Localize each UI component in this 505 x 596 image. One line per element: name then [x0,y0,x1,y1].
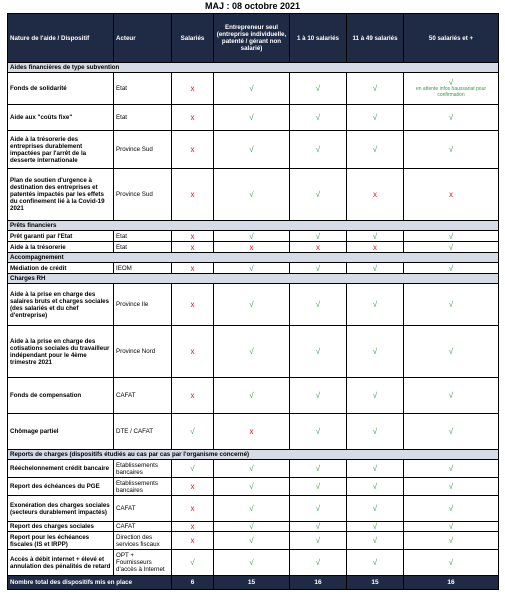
check-icon: √ [404,414,499,450]
check-icon: √ [347,414,404,450]
check-icon: √ [290,326,347,378]
page-title: MAJ : 08 octobre 2021 [204,1,301,11]
check-icon: √ [404,378,499,414]
row-label: Aide à la trésorerie des entreprises durablement impactées par l'arrêt de la desserte internationale [8,131,114,169]
check-icon: √ [404,478,499,496]
check-icon: √ [290,478,347,496]
cross-icon: x [172,284,214,326]
check-icon: √ [214,231,290,242]
cross-icon: x [172,105,214,131]
category-row [8,63,499,73]
cross-icon: x [172,478,214,496]
table-row [8,522,499,532]
aid-table [7,13,499,590]
pending-note: en attente infos haussariat pour confirmation [415,86,487,98]
table-row [8,326,499,378]
row-actor: Province Ile [114,284,172,326]
check-icon: √ [404,263,499,274]
check-icon: √ [290,169,347,221]
check-icon: √ [404,532,499,550]
cross-icon: x [347,242,404,253]
table-row [8,73,499,105]
row-label: Exonération des charges sociales (secteurs durablement impactés) [8,496,114,522]
row-actor: CAFAT [114,496,172,522]
row-label: Plan de soutien d'urgence à destination des entreprises et patentés impactés par les effets du confinement lié à la Covid-19 2021 [8,169,114,221]
check-with-note [404,73,499,105]
check-icon: √ [347,532,404,550]
table-row [8,378,499,414]
header-salaries: Salariés [172,14,214,63]
check-icon: √ [290,496,347,522]
check-icon: √ [290,263,347,274]
row-label: Report des charges sociales [8,522,114,532]
header-actor: Acteur [114,14,172,63]
check-icon: √ [172,460,214,478]
row-actor: Province Nord [114,326,172,378]
row-actor: Province Sud [114,169,172,221]
check-icon: √ [347,550,404,576]
check-icon: √ [214,169,290,221]
cross-icon: x [172,532,214,550]
row-label: Aide à la prise en charge des salaires bruts et charges sociales (des salariés et du chef d'entreprise) [8,284,114,326]
category-label: Accompagnement [8,253,499,263]
category-row [8,450,499,460]
table-row [8,550,499,576]
check-icon: √ [290,378,347,414]
check-icon: √ [172,414,214,450]
check-icon: √ [448,78,454,87]
total-salaries: 6 [172,576,214,590]
check-icon: √ [404,460,499,478]
row-label: Rééchelonnement crédit bancaire [8,460,114,478]
row-actor: IEOM [114,263,172,274]
table-row [8,105,499,131]
row-actor: Etablissements bancaires [114,460,172,478]
check-icon: √ [404,242,499,253]
row-actor: CAFAT [114,378,172,414]
table-row [8,169,499,221]
row-actor: Etat [114,242,172,253]
check-icon: √ [290,284,347,326]
row-actor: DTE / CAFAT [114,414,172,450]
total-entrepreneur: 15 [214,576,290,590]
cross-icon: x [214,414,290,450]
check-icon: √ [347,478,404,496]
check-icon: √ [404,496,499,522]
check-icon: √ [214,284,290,326]
row-actor: Etat [114,73,172,105]
check-icon: √ [290,131,347,169]
total-label: Nombre total des dispositifs mis en place [8,576,172,590]
cross-icon: x [172,496,214,522]
cross-icon: x [172,378,214,414]
category-label: Charges RH [8,274,499,284]
total-1-10: 16 [290,576,347,590]
check-icon: √ [347,522,404,532]
check-icon: √ [214,105,290,131]
row-actor: Etablissements bancaires [114,478,172,496]
cross-icon: x [214,242,290,253]
header-entrepreneur: Entrepreneur seul (entreprise individuelle, patenté / gérant non salarié) [214,14,290,63]
check-icon: √ [214,522,290,532]
table-row [8,414,499,450]
check-icon: √ [214,532,290,550]
check-icon: √ [347,105,404,131]
check-icon: √ [290,460,347,478]
header-50-plus: 50 salariés et + [404,14,499,63]
category-row [8,274,499,284]
check-icon: √ [214,131,290,169]
cross-icon: x [172,263,214,274]
row-label: Aide aux "coûts fixe" [8,105,114,131]
total-11-49: 15 [347,576,404,590]
check-icon: √ [290,414,347,450]
check-icon: √ [214,496,290,522]
check-icon: √ [347,496,404,522]
check-icon: √ [214,73,290,105]
total-50-plus: 16 [404,576,499,590]
cross-icon: x [347,169,404,221]
check-icon: √ [290,522,347,532]
row-actor: Etat [114,231,172,242]
check-icon: √ [347,263,404,274]
row-label: Aide à la trésorerie [8,242,114,253]
table-row [8,532,499,550]
cross-icon: x [172,169,214,221]
header-1-10: 1 à 10 salariés [290,14,347,63]
row-actor: CAFAT [114,522,172,532]
check-icon: √ [290,550,347,576]
check-icon: √ [214,460,290,478]
row-label: Prêt garanti par l'Etat [8,231,114,242]
row-label: Fonds de solidarité [8,73,114,105]
row-actor: Etat [114,105,172,131]
row-label: Fonds de compensation [8,378,114,414]
cross-icon: x [172,231,214,242]
category-row [8,253,499,263]
check-icon: √ [404,550,499,576]
check-icon: √ [290,532,347,550]
row-actor: Province Sud [114,131,172,169]
row-label: Chômage partiel [8,414,114,450]
check-icon: √ [214,378,290,414]
check-icon: √ [404,522,499,532]
check-icon: √ [404,131,499,169]
check-icon: √ [347,460,404,478]
cross-icon: x [290,242,347,253]
cross-icon: x [172,242,214,253]
table-row [8,231,499,242]
cross-icon: x [172,131,214,169]
check-icon: √ [404,326,499,378]
check-icon: √ [347,284,404,326]
check-icon: √ [404,105,499,131]
check-icon: √ [347,378,404,414]
check-icon: √ [290,231,347,242]
check-icon: √ [347,231,404,242]
table-row [8,284,499,326]
check-icon: √ [347,326,404,378]
check-icon: √ [214,478,290,496]
header-row [8,14,499,63]
row-label: Accès à débit internet + élevé et annulation des pénalités de retard [8,550,114,576]
check-icon: √ [347,131,404,169]
category-label: Reports de charges (dispositifs étudiés au cas par cas par l'organisme concerné) [8,450,499,460]
check-icon: √ [404,231,499,242]
cross-icon: x [172,522,214,532]
check-icon: √ [290,73,347,105]
cross-icon: x [172,326,214,378]
check-icon: √ [214,326,290,378]
category-row [8,221,499,231]
table-row [8,478,499,496]
table-row [8,460,499,478]
table-row [8,242,499,253]
header-nature: Nature de l'aide / Dispositif [8,14,114,63]
cross-icon: x [404,169,499,221]
table-row [8,496,499,522]
table-row [8,131,499,169]
row-label: Médiation de crédit [8,263,114,274]
row-label: Aide à la prise en charge des cotisations sociales du travailleur indépendant pour le 4ème trimestre 2021 [8,326,114,378]
row-actor: Direction des services fiscaux [114,532,172,550]
check-icon: √ [214,263,290,274]
category-label: Aides financières de type subvention [8,63,499,73]
header-11-49: 11 à 49 salariés [347,14,404,63]
check-icon: √ [214,550,290,576]
check-icon: √ [347,73,404,105]
cross-icon: x [172,73,214,105]
category-label: Prêts financiers [8,221,499,231]
check-icon: √ [404,284,499,326]
row-label: Report des échéances du PGE [8,478,114,496]
check-icon: √ [172,550,214,576]
check-icon: √ [290,105,347,131]
total-row [8,576,499,590]
row-label: Report pour les échéances fiscales (IS et IRPP) [8,532,114,550]
row-actor: OPT + Fournisseurs d'accès à Internet [114,550,172,576]
table-row [8,263,499,274]
